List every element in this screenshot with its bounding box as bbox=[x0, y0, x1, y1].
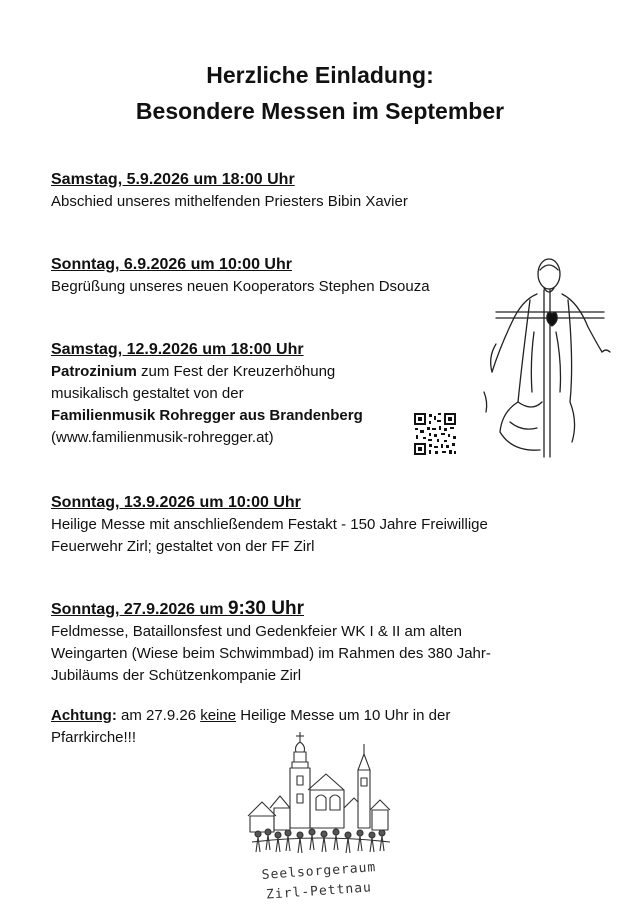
event-description-rest: zum Fest der Kreuzerhöhung bbox=[136, 363, 336, 380]
event-date: Samstag, 12.9.2026 um 18:00 Uhr bbox=[51, 341, 304, 358]
event-website: (www.familienmusik-rohregger.at) bbox=[51, 429, 274, 446]
page-title-line-1: Herzliche Einladung: bbox=[206, 62, 434, 88]
event-date: Samstag, 5.9.2026 um 18:00 Uhr bbox=[51, 171, 295, 188]
notice-keine: keine bbox=[200, 707, 237, 724]
notice-line-2: Pfarrkirche!!! bbox=[51, 729, 137, 746]
notice-text-1: am 27.9.26 bbox=[116, 707, 201, 724]
event-description-line-1: Heilige Messe mit anschließendem Festakt - 150 Jahre Freiwillige bbox=[51, 516, 488, 533]
event-1 bbox=[51, 169, 551, 213]
event-description-line-1: Feldmesse, Bataillonsfest und Gedenkfeier WK I & II am alten bbox=[51, 623, 463, 640]
notice-label: Achtung bbox=[51, 707, 112, 724]
event-description-line-2: Feuerwehr Zirl; gestaltet von der FF Zirl bbox=[51, 538, 315, 555]
logo-text-line-2: Zirl-Pettnau bbox=[265, 880, 373, 903]
event-date-part: Sonntag, 27.9.2026 um bbox=[51, 601, 228, 618]
event-4 bbox=[51, 492, 551, 558]
logo-text-line-1: Seelsorgeraum bbox=[261, 860, 377, 883]
page-title-line-2: Besondere Messen im September bbox=[135, 98, 505, 124]
event-3 bbox=[51, 339, 551, 449]
event-date: Sonntag, 13.9.2026 um 10:00 Uhr bbox=[51, 494, 301, 511]
event-description-line-3: Jubiläums der Schützenkompanie Zirl bbox=[51, 667, 302, 684]
event-description-line-2: musikalisch gestaltet von der bbox=[51, 385, 244, 402]
event-description: Begrüßung unseres neuen Kooperators Stephen Dsouza bbox=[51, 278, 430, 295]
event-time-highlight: 9:30 Uhr bbox=[227, 598, 304, 619]
patrozinium-label: Patrozinium bbox=[51, 363, 137, 380]
jesus-cross-illustration-icon bbox=[482, 252, 612, 462]
event-description-line-1 bbox=[51, 361, 551, 383]
notice-line-1 bbox=[51, 705, 551, 727]
event-date bbox=[51, 598, 551, 621]
seelsorgeraum-logo bbox=[244, 730, 394, 908]
event-description-line-2: Weingarten (Wiese beim Schwimmbad) im Rahmen des 380 Jahr- bbox=[51, 645, 491, 662]
church-village-logo-icon bbox=[244, 730, 394, 860]
event-5 bbox=[51, 598, 551, 687]
notice-text-2: Heilige Messe um 10 Uhr in der bbox=[236, 707, 451, 724]
event-description-line-3: Familienmusik Rohregger aus Brandenberg bbox=[51, 407, 363, 424]
qr-code-icon[interactable] bbox=[413, 412, 457, 456]
notice-colon: : bbox=[111, 707, 117, 724]
event-description: Abschied unseres mithelfenden Priesters Bibin Xavier bbox=[51, 193, 408, 210]
event-2 bbox=[51, 254, 551, 298]
event-date: Sonntag, 6.9.2026 um 10:00 Uhr bbox=[51, 256, 292, 273]
